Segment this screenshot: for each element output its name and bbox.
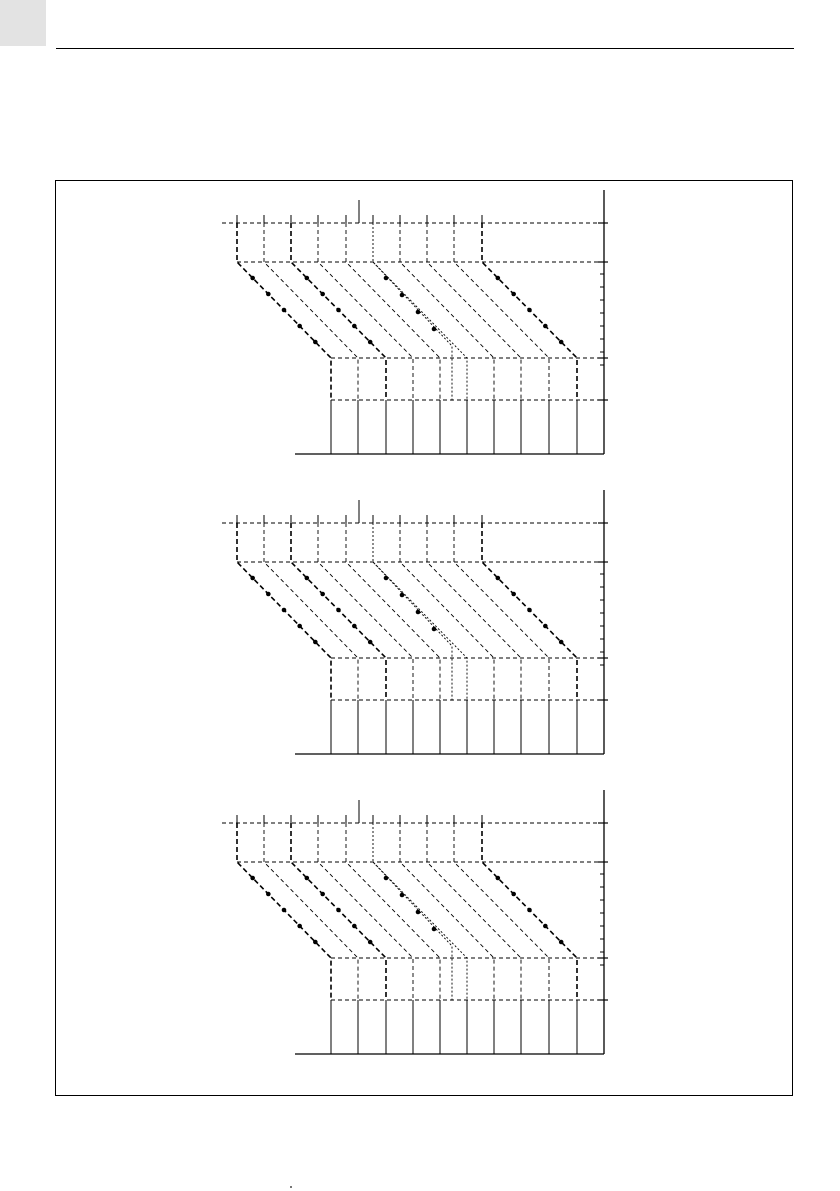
signal-marker (336, 608, 341, 613)
signal-marker (543, 624, 548, 629)
signal-marker (305, 276, 310, 281)
signal-marker (384, 876, 389, 881)
signal-marker (336, 308, 341, 313)
signal-marker (320, 892, 325, 897)
signal-marker (266, 892, 271, 897)
signal-marker (527, 608, 532, 613)
signal-lane (346, 523, 440, 700)
signal-marker (432, 927, 437, 932)
signal-marker (559, 640, 564, 645)
timing-diagram-panel (222, 790, 608, 1054)
signal-lane (264, 223, 358, 400)
signal-marker (432, 627, 437, 632)
signal-marker (282, 308, 287, 313)
signal-marker (266, 292, 271, 297)
signal-marker (384, 276, 389, 281)
signal-marker (305, 576, 310, 581)
signal-marker (282, 908, 287, 913)
signal-marker (416, 910, 421, 915)
signal-marker (559, 340, 564, 345)
signal-marker (416, 310, 421, 315)
signal-marker (527, 908, 532, 913)
signal-marker (496, 276, 501, 281)
signal-lane (454, 223, 549, 400)
signal-marker (416, 610, 421, 615)
signal-lane (318, 223, 413, 400)
signal-marker (543, 324, 548, 329)
signal-marker (543, 924, 548, 929)
signal-marker (336, 908, 341, 913)
signal-marker (400, 893, 405, 898)
signal-marker (250, 876, 255, 881)
signal-marker (352, 324, 357, 329)
signal-marker (384, 576, 389, 581)
signal-lane (318, 823, 413, 1000)
signal-marker (527, 308, 532, 313)
signal-marker (352, 924, 357, 929)
signal-lane (400, 223, 494, 400)
signal-lane (318, 523, 413, 700)
signal-marker (282, 608, 287, 613)
timing-diagram-panel (222, 190, 608, 454)
signal-lane (427, 523, 521, 700)
signal-marker (297, 624, 302, 629)
signal-lane (400, 823, 494, 1000)
signal-marker (400, 293, 405, 298)
signal-marker (400, 593, 405, 598)
signal-lane (454, 523, 549, 700)
signal-lane (400, 523, 494, 700)
signal-marker (511, 592, 516, 597)
signal-marker (250, 276, 255, 281)
signal-lane (264, 823, 358, 1000)
signal-lane (427, 223, 521, 400)
signal-lane (427, 823, 521, 1000)
signal-marker (305, 876, 310, 881)
signal-marker (368, 340, 373, 345)
signal-marker (511, 892, 516, 897)
signal-marker (559, 940, 564, 945)
signal-marker (496, 876, 501, 881)
signal-marker (297, 324, 302, 329)
signal-marker (266, 592, 271, 597)
signal-marker (511, 292, 516, 297)
signal-marker (250, 576, 255, 581)
signal-lane (454, 823, 549, 1000)
signal-marker (432, 327, 437, 332)
signal-marker (352, 624, 357, 629)
signal-marker (320, 292, 325, 297)
page-mark (290, 1186, 292, 1188)
signal-lane (346, 823, 440, 1000)
signal-marker (313, 940, 318, 945)
signal-lane (264, 523, 358, 700)
signal-marker (297, 924, 302, 929)
signal-marker (313, 640, 318, 645)
signal-marker (313, 340, 318, 345)
timing-diagram-panel (222, 490, 608, 754)
signal-lane (346, 223, 440, 400)
signal-marker (368, 940, 373, 945)
signal-marker (368, 640, 373, 645)
signal-marker (320, 592, 325, 597)
signal-marker (496, 576, 501, 581)
